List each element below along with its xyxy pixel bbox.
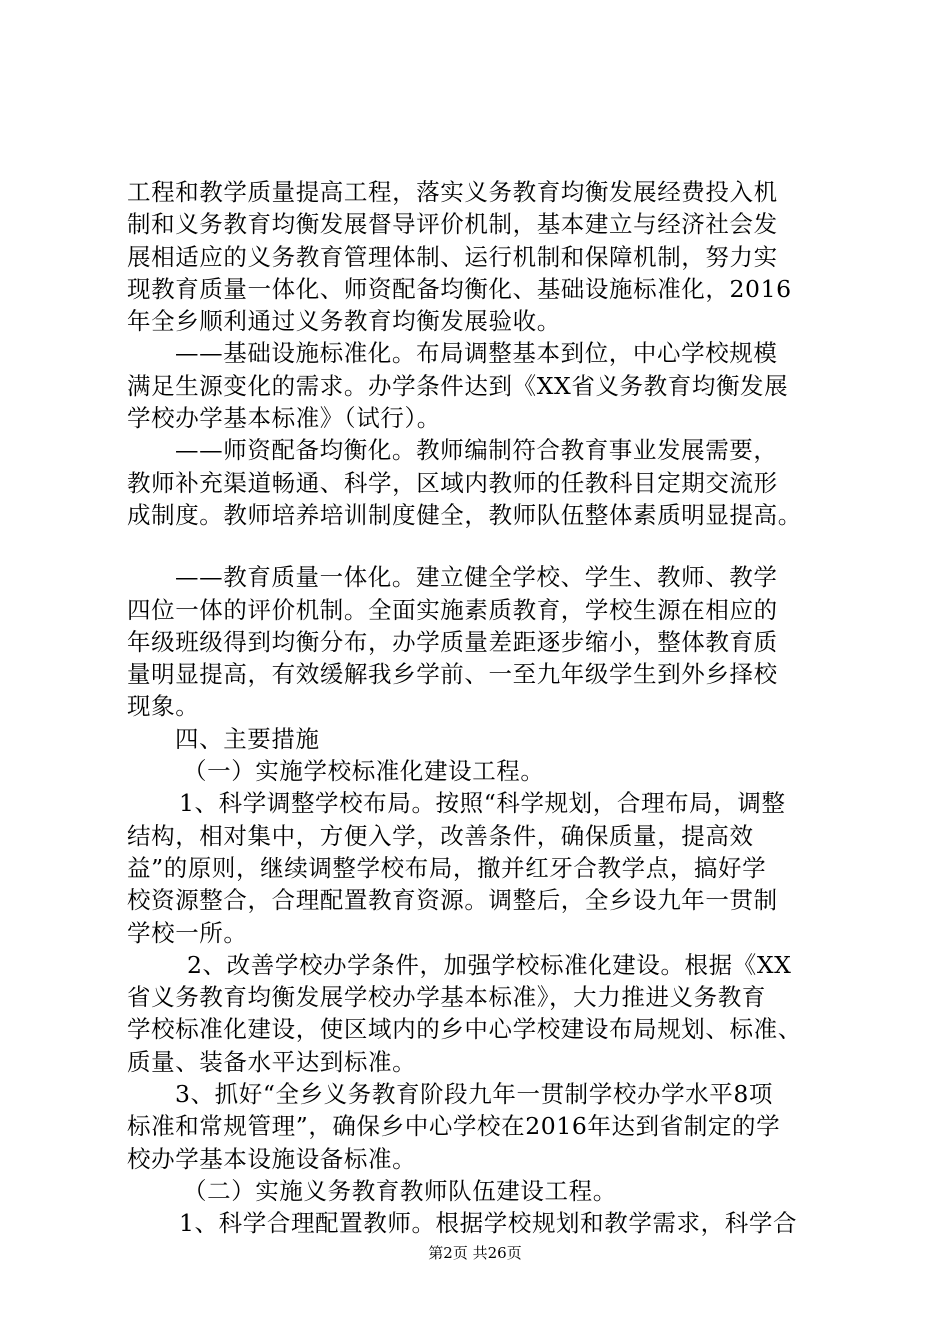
text-line: 省义务教育均衡发展学校办学基本标准》，大力推进义务教育: [127, 983, 766, 1012]
text-line: 成制度。教师培养培训制度健全，教师队伍整体素质明显提高。: [127, 500, 802, 529]
text-line: 量明显提高，有效缓解我乡学前、一至九年级学生到外乡择校: [127, 660, 778, 689]
paragraph-measure-3: [127, 1078, 842, 1175]
text-line: 教师补充渠道畅通、科学，区域内教师的任教科目定期交流形: [127, 468, 778, 497]
subsection-heading-school-standardization: [127, 755, 842, 787]
text-line: 结构，相对集中，方便入学，改善条件，确保质量，提高效: [127, 821, 754, 850]
text-line: 工程和教学质量提高工程，落实义务教育均衡发展经费投入机: [127, 178, 778, 206]
paragraph-measure-2: [127, 949, 842, 1078]
text-line: 质量、装备水平达到标准。: [127, 1047, 417, 1076]
text-line: 满足生源变化的需求。办学条件达到《XX省义务教育均衡发展: [127, 371, 789, 400]
subsection-heading-teacher-team: [127, 1175, 842, 1207]
text-line: ——基础设施标准化。布局调整基本到位，中心学校规模: [175, 339, 778, 368]
text-line: 1、科学调整学校布局。按照“科学规划，合理布局，调整: [179, 789, 786, 818]
text-line: 展相适应的义务教育管理体制、运行机制和保障机制，努力实: [127, 242, 778, 271]
text-line: ——教育质量一体化。建立健全学校、学生、教师、教学: [175, 563, 778, 592]
text-line: 制和义务教育均衡发展督导评价机制，基本建立与经济社会发: [127, 210, 778, 239]
text-line: 校办学基本设施设备标准。: [127, 1144, 417, 1173]
text-line: 学校一所。: [127, 918, 248, 947]
text-line: 3、抓好“全乡义务教育阶段九年一贯制学校办学水平8项: [175, 1080, 774, 1109]
text-line: 年级班级得到均衡分布，办学质量差距逐步缩小，整体教育质: [127, 627, 778, 656]
paragraph-teacher-balance: [127, 434, 842, 531]
paragraph-quality-integration: [127, 561, 842, 722]
text-line: 四位一体的评价机制。全面实施素质教育，学校生源在相应的: [127, 595, 778, 624]
text-line: 年全乡顺利通过义务教育均衡发展验收。: [127, 307, 561, 336]
text-line: （二）实施义务教育教师队伍建设工程。: [183, 1176, 617, 1205]
text-line: （一）实施学校标准化建设工程。: [183, 757, 545, 786]
paragraph-infrastructure-standard: [127, 337, 842, 434]
text-line: 学校办学基本标准》（试行）。: [127, 404, 441, 433]
text-line: 标准和常规管理”，确保乡中心学校在2016年达到省制定的学: [127, 1112, 781, 1141]
text-line: ——师资配备均衡化。教师编制符合教育事业发展需要，: [175, 436, 778, 465]
text-line: 四、主要措施: [175, 724, 320, 753]
paragraph-teacher-allocation: [127, 1207, 842, 1239]
text-line: 现象。: [127, 692, 200, 721]
document-body: [127, 176, 842, 1240]
text-line: 益”的原则，继续调整学校布局，撤并红牙合教学点，搞好学: [127, 853, 767, 882]
paragraph-measure-1: [127, 787, 842, 948]
text-line: 校资源整合，合理配置教育资源。调整后，全乡设九年一贯制: [127, 886, 778, 915]
paragraph-goal-summary: [127, 176, 842, 337]
text-line: 学校标准化建设，使区域内的乡中心学校建设布局规划、标准、: [127, 1015, 802, 1044]
text-line: 现教育质量一体化、师资配备均衡化、基础设施标准化，2016: [127, 274, 792, 303]
text-line: 1、科学合理配置教师。根据学校规划和教学需求，科学合: [179, 1209, 798, 1238]
page-number-footer: 第2页 共26页: [428, 1244, 522, 1262]
section-heading-main-measures: [127, 723, 842, 755]
text-line: 2、改善学校办学条件，加强学校标准化建设。根据《XX: [187, 950, 792, 979]
